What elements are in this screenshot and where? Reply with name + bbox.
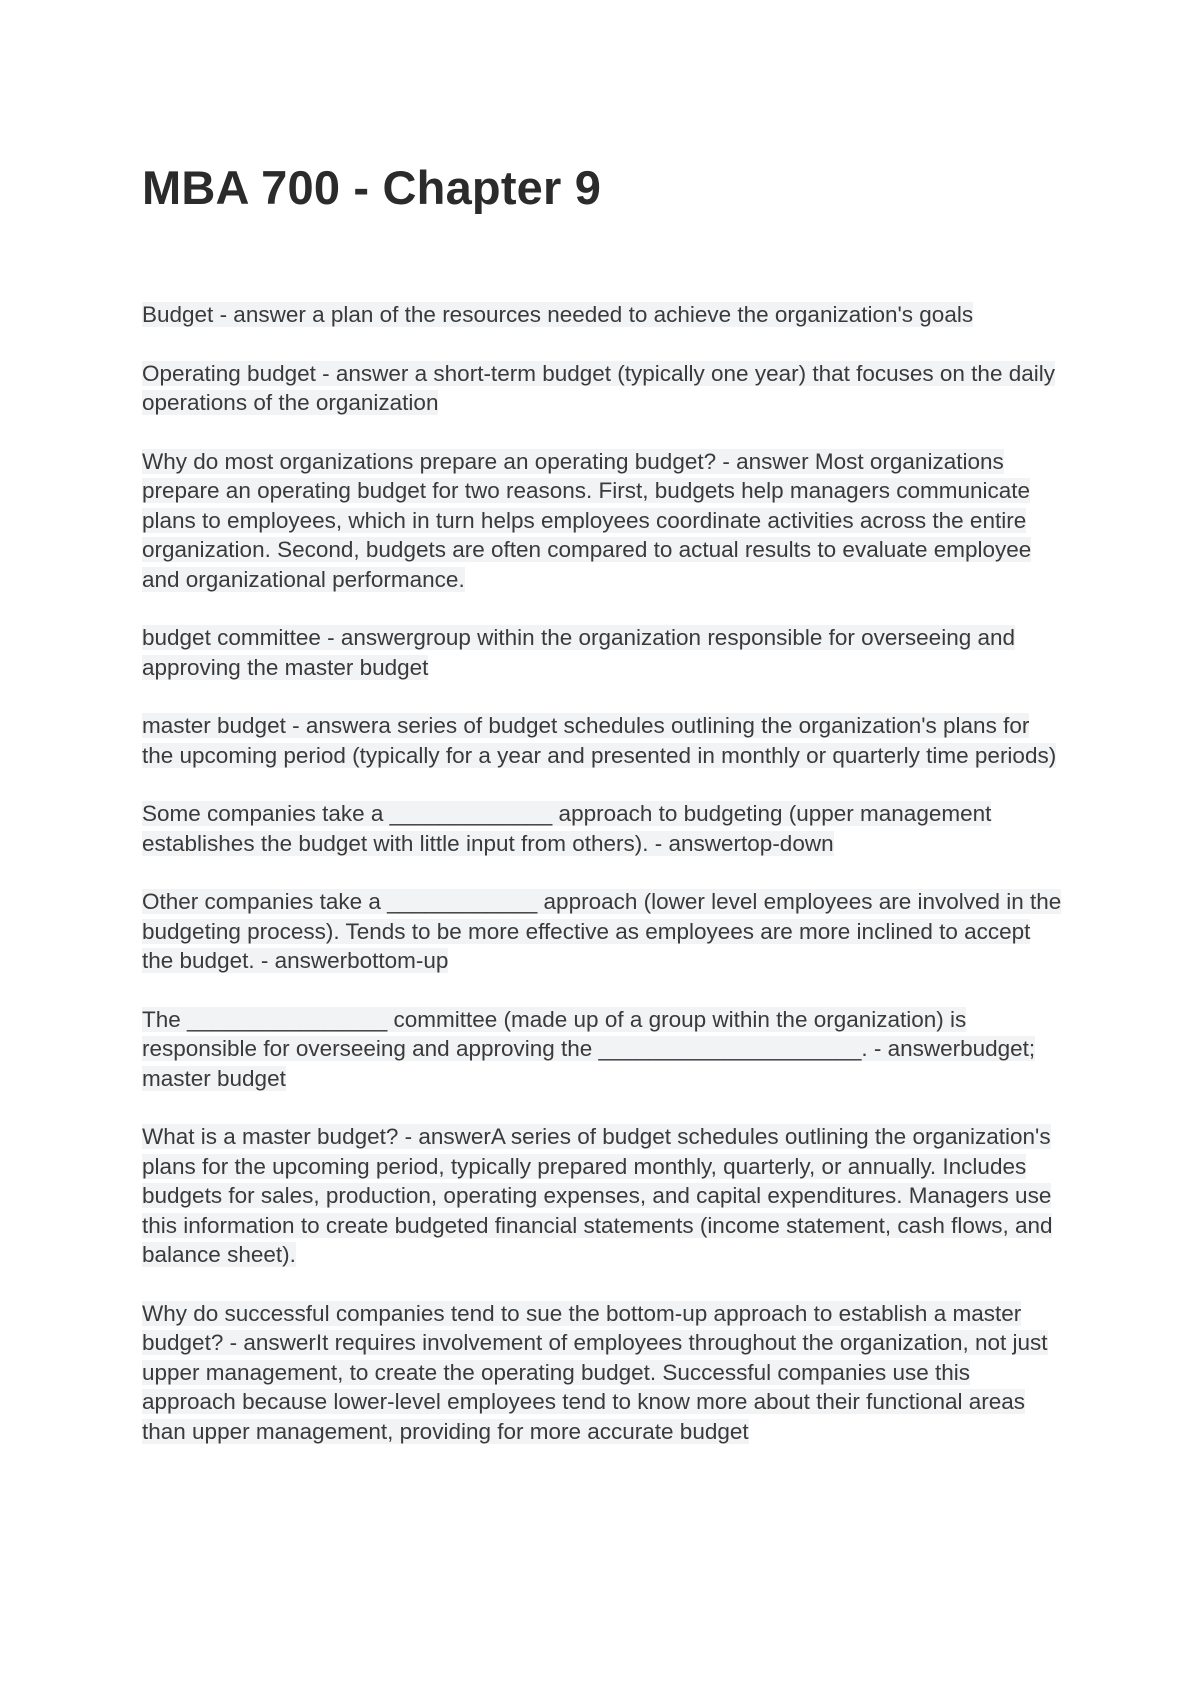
list-item (142, 1005, 1062, 1094)
list-item (142, 300, 1062, 330)
list-item (142, 623, 1062, 682)
list-item (142, 887, 1062, 976)
entry-text: Budget - answer a plan of the resources needed to achieve the organization's goals (142, 302, 974, 327)
list-item (142, 799, 1062, 858)
list-item (142, 1122, 1062, 1270)
list-item (142, 447, 1062, 595)
page-title: MBA 700 - Chapter 9 (142, 161, 602, 214)
entry-text: Operating budget - answer a short-term budget (typically one year) that focuses on the daily operations of the organization (142, 360, 1055, 415)
list-item (142, 711, 1062, 770)
entry-text: Some companies take a _____________ approach to budgeting (upper management establishes the budget with little input from others). - answertop-down (142, 801, 992, 856)
entry-text: The ________________ committee (made up of a group within the organization) is responsible for overseeing and approving the _____________________. - answerbudget; master budget (142, 1006, 1036, 1091)
entry-text: master budget - answera series of budget schedules outlining the organization's plans for the upcoming period (typically for a year and presented in monthly or quarterly time periods) (142, 713, 1057, 768)
entry-text: Other companies take a ____________ approach (lower level employees are involved in the budgeting process). Tends to be more effective as employees are more inclined to accept the budget. - answerbottom-up (142, 889, 1062, 973)
entry-text: What is a master budget? - answerA series of budget schedules outlining the organization's plans for the upcoming period, typically prepared monthly, quarterly, or annually. Includes budgets for sales, production, operating expenses, and capital expenditures. Managers use this information to create budgeted financial statements (income statement, cash flows, and balance sheet). (142, 1124, 1053, 1267)
entry-text: Why do most organizations prepare an operating budget? - answer Most organizations prepare an operating budget for two reasons. First, budgets help managers communicate plans to employees, which in turn helps employees coordinate activities across the entire organization. Second, budgets are often compared to actual results to evaluate employee and organizational performance. (142, 448, 1032, 592)
list-item (142, 359, 1062, 418)
flashcard-list (142, 300, 1062, 1475)
entry-text: Why do successful companies tend to sue the bottom-up approach to establish a master budget? - answerIt requires involvement of employees throughout the organization, not just upper management, to create the operating budget. Successful companies use this approach because lower-level employees tend to know more about their functional areas than upper management, providing for more accurate budget (142, 1300, 1048, 1444)
list-item (142, 1299, 1062, 1447)
entry-text: budget committee - answergroup within the organization responsible for overseeing and approving the master budget (142, 625, 1016, 680)
